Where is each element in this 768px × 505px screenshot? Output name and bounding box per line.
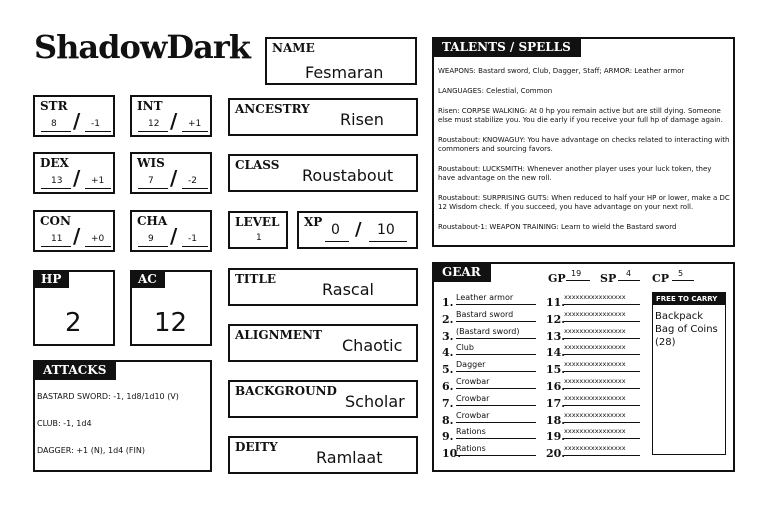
gear-slot-item: xxxxxxxxxxxxxxxx [564, 444, 626, 453]
deity-value: Ramlaat [316, 448, 383, 467]
level-value: 1 [256, 233, 262, 243]
level-label: LEVEL [235, 215, 280, 229]
stat-box-int [130, 95, 212, 137]
stat-modifier: -2 [188, 176, 197, 186]
xp-label: XP [304, 215, 323, 229]
name-value: Fesmaran [305, 63, 384, 82]
free-to-carry-box [652, 292, 726, 455]
gear-slot-item: xxxxxxxxxxxxxxxx [564, 377, 626, 385]
gear-slot-item: Club [456, 343, 474, 353]
hp-box [33, 270, 115, 346]
background-box [228, 380, 418, 418]
stat-label: DEX [40, 156, 69, 170]
stat-modifier: +0 [91, 234, 105, 244]
stat-box-cha [130, 210, 212, 252]
gear-slot-number: 8. [442, 413, 454, 427]
gear-slot-number: 12. [546, 312, 566, 326]
attacks-box [33, 360, 212, 472]
attack-line: CLUB: -1, 1d4 [37, 419, 92, 428]
name-box [265, 37, 417, 85]
alignment-label: ALIGNMENT [235, 328, 322, 342]
gear-box [432, 262, 735, 472]
gear-slot-number: 11. [546, 296, 566, 309]
alignment-value: Chaotic [342, 336, 403, 355]
gear-slot-item: Leather armor [456, 293, 514, 302]
stat-label: CHA [137, 214, 168, 228]
gear-slot-number: 3. [442, 329, 454, 343]
stat-modifier: +1 [188, 119, 202, 129]
free-item: Backpack [655, 311, 704, 322]
stat-score: 12 [148, 119, 160, 129]
gear-slot-item: Crowbar [456, 393, 490, 403]
stat-label: INT [137, 99, 163, 113]
gear-slot-number: 17. [546, 396, 566, 410]
gear-slot-number: 4. [442, 346, 454, 360]
cp-label: CP [652, 272, 670, 285]
gear-slot-number: 13. [546, 329, 566, 343]
xp-box [297, 211, 418, 249]
gear-slot-item: xxxxxxxxxxxxxxxx [564, 360, 626, 369]
free-item: (28) [655, 337, 676, 348]
gear-slot-item: xxxxxxxxxxxxxxxx [564, 393, 626, 402]
gear-slot-item: Dagger [456, 360, 486, 370]
cp-value: 5 [678, 269, 684, 278]
attack-line: BASTARD SWORD: -1, 1d8/1d10 (V) [37, 392, 179, 401]
ac-label: AC [130, 270, 165, 288]
gear-slot-item: (Bastard sword) [456, 326, 520, 336]
gear-slot-number: 7. [442, 396, 454, 410]
gp-label: GP [548, 272, 566, 285]
stat-box-con [33, 210, 115, 252]
title-box [228, 268, 418, 306]
xp-slash: / [355, 219, 362, 240]
xp-current: 0 [331, 222, 340, 238]
ancestry-value: Risen [340, 110, 384, 129]
stat-modifier: -1 [188, 234, 197, 244]
stat-box-str [33, 95, 115, 137]
attacks-label: ATTACKS [33, 360, 116, 380]
gp-value: 19 [571, 269, 582, 278]
deity-box [228, 436, 418, 474]
name-label: NAME [272, 41, 315, 55]
ac-box [130, 270, 212, 346]
background-value: Scholar [345, 392, 405, 411]
ac-value: 12 [154, 308, 188, 338]
gear-slot-item: xxxxxxxxxxxxxxxx [564, 293, 626, 301]
stat-label: WIS [137, 156, 165, 170]
ancestry-box [228, 98, 418, 136]
stat-score: 9 [148, 234, 154, 244]
title-value: Rascal [322, 280, 374, 299]
xp-max: 10 [377, 222, 395, 238]
stat-box-wis [130, 152, 212, 194]
stat-slash: / [170, 109, 178, 133]
gear-slot-number: 15. [546, 363, 566, 377]
stat-modifier: -1 [91, 119, 100, 129]
gear-slot-number: 10. [442, 447, 462, 461]
stat-slash: / [170, 166, 178, 190]
gear-slot-number: 5. [442, 363, 454, 377]
gear-slot-number: 19. [546, 430, 566, 444]
talent-entry: Risen: CORPSE WALKING: At 0 hp you remain active but are still dying. Someone else must stabilize you. You die early if you receive your full hp of damage again. [438, 107, 723, 124]
gear-slot-number: 20. [546, 447, 566, 461]
talent-entry: Roustabout: SURPRISING GUTS: When reduced to half your HP or lower, make a DC 12 Wisdom check. If you succeed, you have advantage on your next roll. [438, 194, 730, 211]
gear-label: GEAR [432, 262, 491, 282]
talents-box [432, 37, 735, 247]
stat-score: 11 [51, 234, 63, 244]
talent-entry: LANGUAGES: Celestial, Common [438, 87, 553, 95]
title-label: TITLE [235, 272, 277, 286]
sp-value: 4 [626, 269, 632, 278]
logo: ShadowDark [34, 28, 250, 66]
stat-score: 13 [51, 176, 63, 186]
hp-label: HP [33, 270, 69, 288]
stat-label: CON [40, 214, 71, 228]
talent-entry: Roustabout: LUCKSMITH: Whenever another player uses your luck token, they have advantage on the new roll. [438, 165, 712, 182]
gear-slot-item: xxxxxxxxxxxxxxxx [564, 309, 626, 318]
gear-slot-number: 14. [546, 346, 566, 360]
talent-entry: Roustabout: KNOWAGUY: You have advantage on checks related to interacting with commoners and sourcing favors. [438, 136, 730, 153]
free-item: Bag of Coins [655, 324, 718, 335]
talent-entry: WEAPONS: Bastard sword, Club, Dagger, Staff; ARMOR: Leather armor [438, 67, 685, 75]
gear-slot-item: Crowbar [456, 410, 490, 420]
gear-slot-item: Bastard sword [456, 309, 514, 319]
alignment-box [228, 324, 418, 362]
stat-slash: / [73, 166, 81, 190]
stat-label: STR [40, 99, 68, 113]
stat-slash: / [170, 224, 178, 248]
gear-slot-number: 1. [442, 296, 454, 309]
gear-slot-item: Crowbar [456, 377, 490, 386]
free-to-carry-label: FREE TO CARRY [653, 293, 725, 305]
gear-slot-item: xxxxxxxxxxxxxxxx [564, 343, 626, 352]
class-label: CLASS [235, 158, 280, 172]
attack-line: DAGGER: +1 (N), 1d4 (FIN) [37, 446, 145, 455]
talent-entry: Roustabout-1: WEAPON TRAINING: Learn to wield the Bastard sword [438, 223, 677, 231]
stat-slash: / [73, 109, 81, 133]
class-value: Roustabout [302, 166, 394, 185]
level-box [228, 211, 288, 249]
gear-slot-item: xxxxxxxxxxxxxxxx [564, 410, 626, 419]
gear-slot-item: xxxxxxxxxxxxxxxx [564, 427, 626, 436]
stat-modifier: +1 [91, 176, 105, 186]
background-label: BACKGROUND [235, 384, 337, 398]
gear-slot-item: xxxxxxxxxxxxxxxx [564, 326, 626, 335]
gear-slot-number: 2. [442, 312, 454, 326]
sp-label: SP [600, 272, 617, 285]
gear-slot-number: 18. [546, 413, 566, 427]
gear-slot-number: 16. [546, 380, 566, 393]
stat-slash: / [73, 224, 81, 248]
deity-label: DEITY [235, 440, 278, 454]
gear-slot-item: Rations [456, 427, 486, 437]
talents-label: TALENTS / SPELLS [432, 37, 581, 57]
stat-score: 8 [51, 119, 57, 129]
stat-score: 7 [148, 176, 154, 186]
stat-box-dex [33, 152, 115, 194]
class-box [228, 154, 418, 192]
ancestry-label: ANCESTRY [235, 102, 310, 116]
gear-slot-number: 9. [442, 430, 454, 444]
hp-value: 2 [65, 308, 82, 338]
gear-slot-number: 6. [442, 380, 454, 393]
gear-slot-item: Rations [456, 444, 486, 454]
